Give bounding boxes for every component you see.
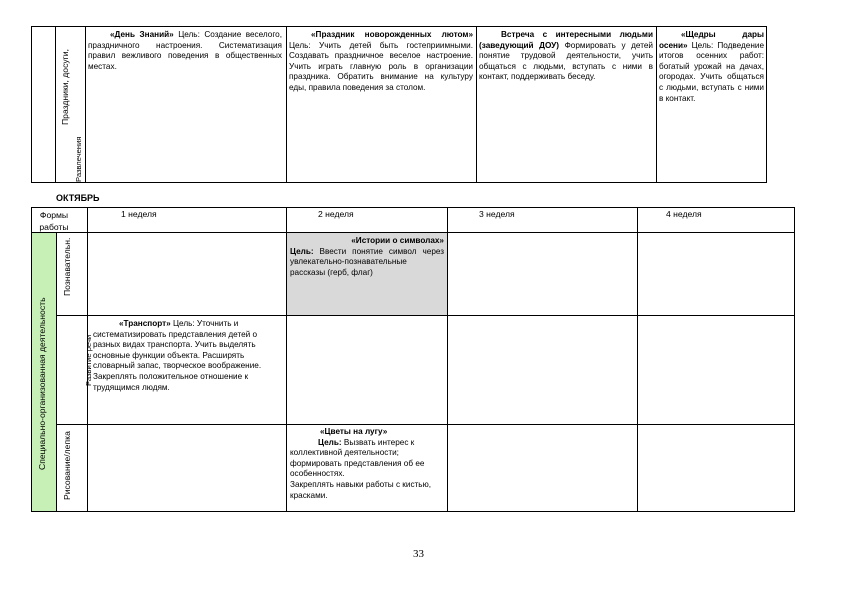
header-week1-cell — [87, 207, 286, 233]
row3-week1-cell — [87, 424, 286, 512]
row3-week2-goal-text: Вызвать интерес к коллективной деятельности; формировать представления об ее особенностях. — [290, 437, 425, 479]
row3-week2-goal-label: Цель: — [318, 437, 342, 447]
top-col3-body: Формировать у детей понятие трудовой деятельности, учить общаться с людьми, вступать с ними в контакт, поддерживать беседу. — [479, 40, 653, 82]
top-col1-body: Цель: Создание веселого, праздничного настроения. Систематизация правил вежливого поведения в общественных местах. — [88, 30, 282, 71]
header-week2-label: 2 неделя — [318, 209, 354, 219]
header-forms-label: Формы работы — [39, 210, 69, 232]
row1-week2-goal-label: Цель: — [290, 246, 314, 256]
row3-week2-body — [290, 438, 444, 480]
row1-week2-goal-text: Ввести понятие символ через увлекательно-познавательные рассказы (герб, флаг) — [290, 246, 444, 277]
row3-week2-text — [290, 427, 444, 501]
row3-label: Рисование/лепка — [62, 431, 72, 500]
row3-week2-title: «Цветы на лугу» — [320, 427, 388, 436]
month-title: ОКТЯБРЬ — [56, 193, 100, 203]
row2-week1-text — [93, 319, 281, 393]
top-col4-title: «Щедры дары осени» — [659, 30, 764, 50]
top-table-cell-blank — [31, 26, 55, 183]
row1-week2-body — [290, 247, 444, 279]
row2-label-cell — [56, 315, 87, 425]
header-week3-label: 3 неделя — [479, 209, 515, 219]
row3-week3-cell — [447, 424, 637, 512]
header-week2-cell — [286, 207, 447, 233]
top-col3-title: Встреча с интересными людьми (заведующий ДОУ) — [479, 30, 653, 50]
row3-week2-body-2: Закреплять навыки работы с кистью, красками. — [290, 479, 431, 500]
row3-week4-cell — [637, 424, 795, 512]
row2-week1-body: Цель: Уточнить и систематизировать представления детей о разных видах транспорта. Учить выделять основные функции объекта. Расширять словарный запас, творческое воображение. Закреплять положительное отношение к трудящимся людям. — [93, 319, 262, 392]
row2-week4-cell — [637, 315, 795, 425]
header-week1-label: 1 неделя — [121, 209, 157, 219]
top-col2-body: Цель: Учить детей быть гостеприимными. Создавать праздничное веселое настроение. Учить играть главную роль в организации праздника. Обратить внимание на культуру еды, правила поведения за столом. — [289, 40, 473, 92]
header-week4-label: 4 неделя — [666, 209, 702, 219]
top-col1-title: «День Знаний» — [110, 30, 174, 39]
top-vertical-label-2: Развлечения — [74, 136, 83, 182]
row2-week3-cell — [447, 315, 637, 425]
row2-week1-title: «Транспорт» — [119, 319, 171, 328]
header-week3-cell — [447, 207, 637, 233]
side-label: Специально-организованная деятельность — [37, 297, 47, 470]
top-col4-body: Цель: Подведение итогов осенних работ: богатый урожай на дачах, огородах. Учить общаться с людьми, вступать с ними в контакт. — [659, 40, 764, 103]
row1-week1-cell — [87, 232, 286, 316]
row1-week4-cell — [637, 232, 795, 316]
row1-week2-text — [290, 236, 444, 278]
top-vertical-label-1: Праздники, досуги, — [60, 49, 70, 125]
page-number: 33 — [413, 548, 424, 560]
row1-label: Познавательн. — [62, 237, 72, 296]
top-col2-text — [289, 30, 473, 94]
row2-label: Развитие речи — [84, 334, 93, 386]
row1-week3-cell — [447, 232, 637, 316]
top-col4-text — [659, 30, 764, 104]
top-col3-text — [479, 30, 653, 83]
top-col1-text — [88, 30, 282, 72]
top-col2-title: «Праздник новорожденных лютом» — [311, 30, 473, 39]
row1-week2-title: «Истории о символах» — [351, 236, 444, 245]
row2-week2-cell — [286, 315, 447, 425]
header-week4-cell — [637, 207, 795, 233]
